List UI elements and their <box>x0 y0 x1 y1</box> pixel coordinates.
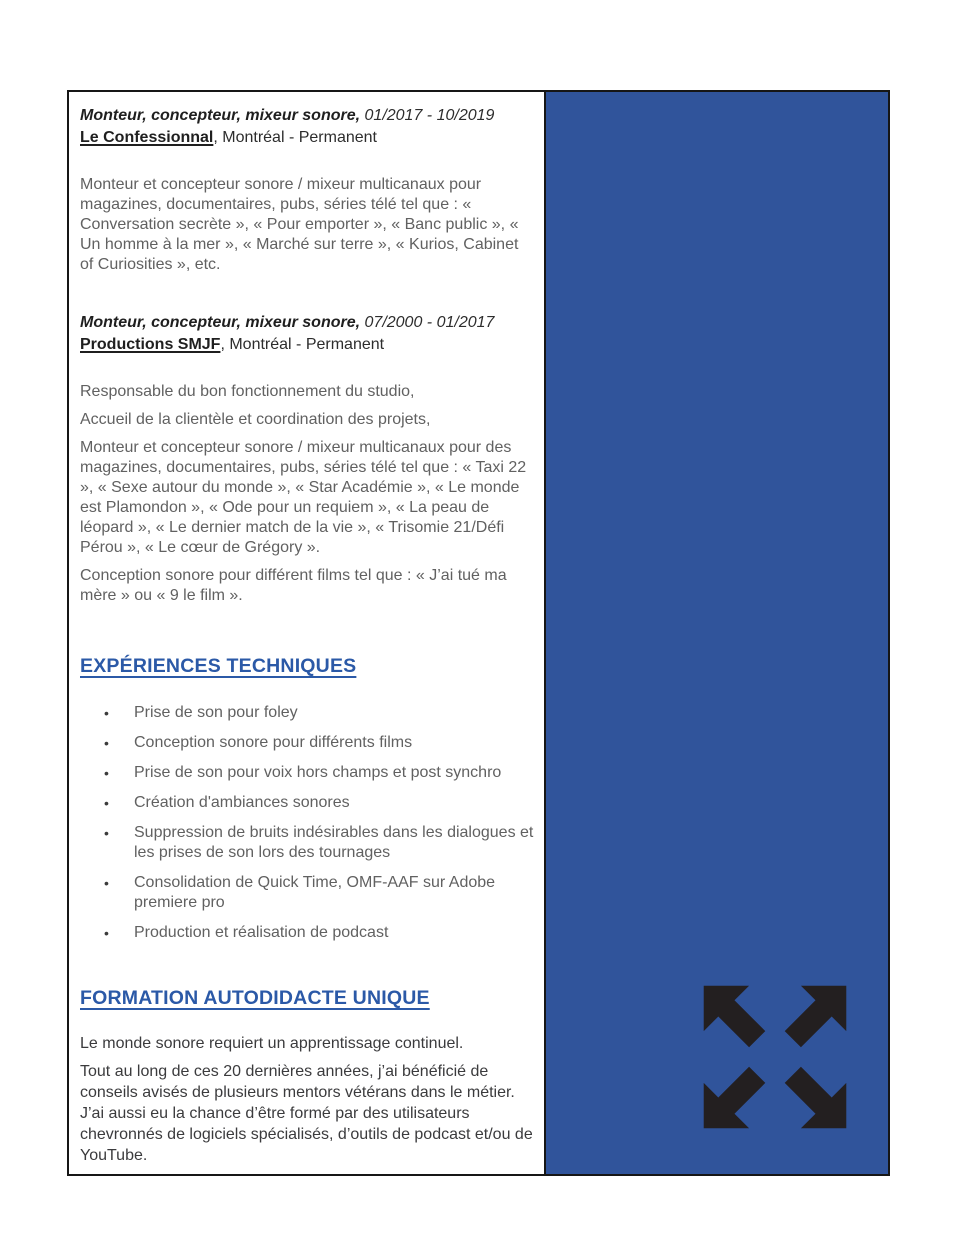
bullet-label: Prise de son pour foley <box>134 704 298 721</box>
bullet-label: Production et réalisation de podcast <box>134 924 389 941</box>
bullet-item <box>80 763 535 783</box>
section-formation-autodidacte <box>80 987 535 1166</box>
arrow-bottom-left-icon <box>704 1067 766 1129</box>
company-name: Productions SMJF <box>80 336 221 353</box>
bullet-item <box>80 823 535 863</box>
skills-bullet-list <box>80 703 535 943</box>
bullet-label: Prise de son pour voix hors champs et post synchro <box>134 764 502 781</box>
bullet-item <box>80 733 535 753</box>
bullet-item <box>80 793 535 813</box>
company-location: , Montréal - Permanent <box>213 129 377 146</box>
bullet-dot-icon: • <box>104 875 109 891</box>
job-entry-le-confessionnal <box>80 105 535 275</box>
company-location: , Montréal - Permanent <box>220 336 385 353</box>
bullet-label: Création d'ambiances sonores <box>134 794 350 811</box>
job-company-line <box>80 127 535 148</box>
formation-paragraph: Le monde sonore requiert un apprentissage continuel. <box>80 1035 464 1052</box>
bullet-label: Consolidation de Quick Time, OMF-AAF sur Adobe premiere pro <box>134 874 496 911</box>
arrow-top-right-icon <box>785 986 847 1048</box>
job-description: Responsable du bon fonctionnement du studio, <box>80 383 415 400</box>
job-entry-productions-smjf <box>80 312 535 606</box>
bullet-item <box>80 703 535 723</box>
resume-text-column <box>69 92 544 1174</box>
bullet-dot-icon: • <box>104 705 109 721</box>
bullet-item <box>80 923 535 943</box>
bullet-label: Conception sonore pour différents films <box>134 734 413 751</box>
formation-paragraph: Tout au long de ces 20 dernières années, j’ai bénéficié de conseils avisés de plusieurs mentors vétérans dans le métier. J’ai aussi eu la chance d’être formé par des utilisateurs chevronnés de logiciels spécialisés, d’outils de podcast et/ou de YouTube. <box>80 1063 533 1164</box>
job-title-line <box>80 312 535 333</box>
bullet-dot-icon: • <box>104 795 109 811</box>
blue-side-panel <box>544 92 888 1174</box>
arrow-bottom-right-icon <box>785 1067 847 1129</box>
bullet-dot-icon: • <box>104 925 109 941</box>
arrow-top-left-icon <box>704 986 766 1048</box>
job-description: Accueil de la clientèle et coordination des projets, <box>80 411 431 428</box>
job-role: Monteur, concepteur, mixeur sonore, <box>80 107 361 124</box>
job-description: Monteur et concepteur sonore / mixeur multicanaux pour magazines, documentaires, pubs, séries télé tel que : « Conversation secrète », « Pour emporter », « Banc public », « Un homme à la mer », « Marché sur terre », « Kurios, Cabinet of Curiosities », etc. <box>80 176 519 273</box>
bullet-item <box>80 873 535 913</box>
bullet-dot-icon: • <box>104 765 109 781</box>
job-description: Conception sonore pour différent films tel que : « J’ai tué ma mère » ou « 9 le film ». <box>80 567 507 604</box>
section-heading: FORMATION AUTODIDACTE UNIQUE <box>80 987 430 1009</box>
bullet-dot-icon: • <box>104 735 109 751</box>
job-role: Monteur, concepteur, mixeur sonore, <box>80 314 361 331</box>
bullet-dot-icon: • <box>104 825 109 841</box>
resume-document <box>67 90 890 1176</box>
expand-arrows-icon <box>693 976 857 1138</box>
section-experiences-techniques <box>80 655 535 943</box>
job-company-line <box>80 334 535 355</box>
company-name: Le Confessionnal <box>80 129 214 146</box>
job-title-line <box>80 105 535 126</box>
section-heading: EXPÉRIENCES TECHNIQUES <box>80 655 357 677</box>
job-dates: 01/2017 - 10/2019 <box>364 107 495 124</box>
job-dates: 07/2000 - 01/2017 <box>364 314 495 331</box>
bullet-label: Suppression de bruits indésirables dans les dialogues et les prises de son lors des tournages <box>134 824 534 861</box>
job-description: Monteur et concepteur sonore / mixeur multicanaux pour des magazines, documentaires, pubs, séries télé tel que : « Taxi 22 », « Sexe autour du monde », « Star Académie », « Le monde est Plamondon », « Ode pour un requiem », « La peau de léopard », « Le dernier match de la vie », « Trisomie 21/Défi Pérou », « Le cœur de Grégory ». <box>80 439 527 556</box>
